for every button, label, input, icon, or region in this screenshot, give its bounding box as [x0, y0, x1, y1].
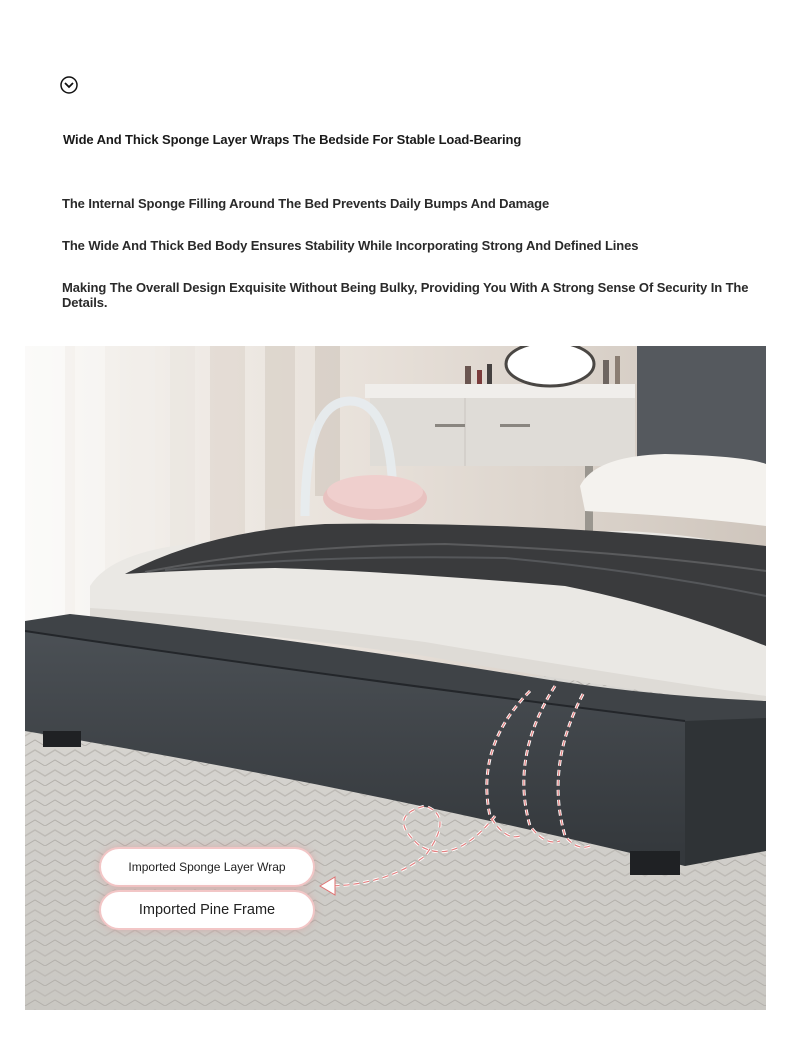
callout-sponge-layer: Imported Sponge Layer Wrap [99, 847, 315, 887]
chevron-down-circle-icon [60, 76, 78, 94]
section-headline: Wide And Thick Sponge Layer Wraps The Bedside For Stable Load-Bearing [63, 132, 522, 147]
callout-pine-frame: Imported Pine Frame [99, 890, 315, 930]
description-line-2: The Wide And Thick Bed Body Ensures Stability While Incorporating Strong And Defined Lines [62, 238, 639, 253]
description-line-1: The Internal Sponge Filling Around The Bed Prevents Daily Bumps And Damage [62, 196, 550, 211]
description-line-3: Making The Overall Design Exquisite Without Being Bulky, Providing You With A Strong Sense Of Security In The Details. [62, 280, 749, 310]
